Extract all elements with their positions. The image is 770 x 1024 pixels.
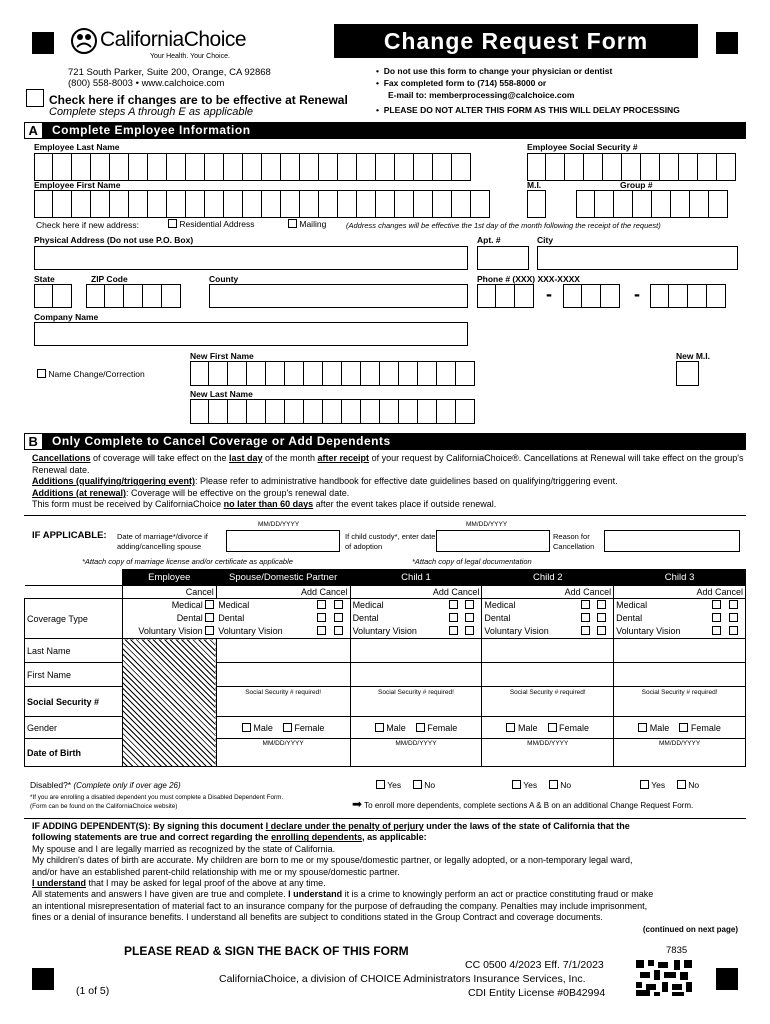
form-title: Change Request Form [334,24,698,58]
ssn-row: Social Security # Social Security # required! Social Security # required! Social Security # required! Social Security # required! [25,687,746,717]
renewal-note: Complete steps A through E as applicable [49,106,254,118]
division-line: CaliforniaChoice, a division of CHOICE Administrators Insurance Services, Inc. [219,973,586,985]
child1-gender[interactable]: Male Female [350,717,482,739]
address-line: 721 South Parker, Suite 200, Orange, CA 92868 [68,67,271,78]
child2-disabled[interactable]: Yes No [512,780,571,790]
col-child3: Child 3 [614,570,746,586]
new-last-name-field[interactable] [190,399,475,424]
registration-mark-bottom-left [32,968,54,990]
employee-coverage[interactable]: Medical Dental Voluntary Vision [122,599,216,639]
child1-coverage[interactable]: Medical Dental Voluntary Vision [350,599,482,639]
child1-disabled[interactable]: Yes No [376,780,435,790]
first-name-row: First Name [25,663,746,687]
name-change-checkbox[interactable] [37,369,46,378]
additions-qualifying-rule: Additions (qualifying/triggering event): Please refer to administrative handbook for effective date guidelines based on qualifying/triggering event. [32,476,618,487]
company-name-label: Company Name [34,312,99,322]
custody-date-format: MM/DD/YYYY [466,521,508,528]
county-label: County [209,274,239,284]
coverage-table-header [25,570,746,586]
last-name-row: Last Name [25,639,746,663]
phone-prefix-field[interactable] [563,284,620,308]
col-child2: Child 2 [482,570,614,586]
employee-first-name-label: Employee First Name [34,180,121,190]
company-name-field[interactable] [34,322,468,346]
employee-ssn-field[interactable] [527,153,736,181]
reason-field[interactable] [604,530,740,552]
marriage-date-field[interactable] [226,530,340,552]
employee-last-name-label: Employee Last Name [34,142,120,152]
gender-row: Gender Male Female Male Female Male Female Male Female [25,717,746,739]
zip-field[interactable] [86,284,181,308]
enroll-more-note: ➡ To enroll more dependents, complete sections A & B on an additional Change Request Form. [352,797,694,811]
bullet-email: E-mail to: memberprocessing@calchoice.com [388,90,575,100]
child2-gender[interactable]: Male Female [482,717,614,739]
phone-dash-1: - [546,284,552,304]
section-b-header [24,433,746,450]
page-number: (1 of 5) [76,985,110,997]
registration-mark-top-right [716,32,738,54]
cancellations-rule: Cancellations of coverage will take effect on the last day of the month after receipt of your request by CaliforniaChoice®. Cancellations at Renewal will take effect on the group's Renewal date. [32,453,744,475]
cancel-add-row: Cancel Add Cancel Add Cancel Add Cancel Add Cancel [25,586,746,599]
renewal-checkbox[interactable] [26,89,44,107]
child2-ssn-field[interactable]: Social Security # required! [482,687,614,717]
declaration-line-5: and/or have an established parent-child relationship with me or my spouse/domestic partner. [32,866,400,877]
continued-note: (continued on next page) [642,924,738,934]
new-address-label: Check here if new address: [36,220,139,230]
phone-dash-2: - [634,284,640,304]
if-applicable-label: IF APPLICABLE: [32,530,107,541]
child3-dob-field[interactable]: MM/DD/YYYY [614,739,746,767]
child1-last-name-field[interactable] [350,639,482,663]
spouse-gender[interactable]: Male Female [216,717,350,739]
name-change-option[interactable]: Name Change/Correction [37,369,145,379]
marriage-date-label: Date of marriage*/divorce if adding/cancelling spouse [117,532,208,551]
mi-field[interactable] [527,190,546,218]
arrow-right-icon: ➡ [352,797,363,811]
child2-first-name-field[interactable] [482,663,614,687]
phone-label: Phone # (XXX) XXX-XXXX [477,274,580,284]
apt-label: Apt. # [477,235,501,245]
child3-last-name-field[interactable] [614,639,746,663]
declaration-line-9: fines or a denial of insurance benefits. I understand all benefits are subject to conditions stated in the Group Contract and coverage documents. [32,912,603,923]
section-a-letter: A [24,122,43,139]
coverage-table [24,569,746,767]
attach-legal-note: *Attach copy of legal documentation [412,557,532,566]
declaration-line-3: My spouse and I are legally married as recognized by the state of California. [32,843,336,854]
employee-hatched-area [122,639,216,767]
new-first-name-field[interactable] [190,361,475,386]
custody-date-field[interactable] [436,530,550,552]
mi-label: M.I. [527,180,542,190]
phone-area-code-field[interactable] [477,284,534,308]
disabled-footnote-2: (Form can be found on the CaliforniaChoice website) [30,803,178,810]
spouse-ssn-field[interactable]: Social Security # required! [216,687,350,717]
logo-tagline: Your Health. Your Choice. [150,53,230,60]
disabled-footnote-1: *If you are enrolling a disabled dependent you must complete a Disabled Dependent Form. [30,794,284,801]
section-b-rules [32,453,744,511]
spouse-coverage[interactable]: Medical Dental Voluntary Vision [216,599,350,639]
barcode-icon [636,960,692,996]
renewal-check-label: Check here if changes are to be effective at Renewal [49,93,348,107]
new-mi-label: New M.I. [676,351,711,361]
reason-label: Reason for Cancellation [553,532,595,551]
physical-address-field[interactable] [34,246,468,270]
logo-mark-icon [70,26,98,56]
mailing-option[interactable]: Mailing [288,219,326,229]
declaration-line-2: following statements are true and correct regarding the enrolling dependents, as applicable: [32,832,427,843]
dob-row: Date of Birth MM/DD/YYYY MM/DD/YYYY MM/DD/YYYY MM/DD/YYYY [25,739,746,767]
residential-checkbox[interactable] [168,219,177,228]
group-field[interactable] [576,190,728,218]
declaration-line-4: My children's dates of birth are accurate. My children are born to me or my spouse/domestic partner, or legally adopted, or a non-temporary legal ward, [32,855,633,866]
section-b-letter: B [24,433,43,450]
logo-text: CaliforniaChoice [100,28,247,51]
new-first-name-label: New First Name [190,351,254,361]
new-last-name-label: New Last Name [190,389,253,399]
state-label: State [34,274,55,284]
col-employee: Employee [122,570,216,586]
bullet-do-not-alter: • PLEASE DO NOT ALTER THIS FORM AS THIS WILL DELAY PROCESSING [376,105,680,115]
coverage-type-row: Coverage Type Medical Dental Voluntary Vision Medical Dental Voluntary Vision Medical Dental Voluntary Vision Medical Dental Voluntary Vision Medical Dental Voluntary Vision [25,599,746,639]
child3-gender[interactable]: Male Female [614,717,746,739]
disabled-label: Disabled?* (Complete only if over age 26) [30,780,181,790]
child3-disabled[interactable]: Yes No [640,780,699,790]
attach-marriage-note: *Attach copy of marriage license and/or certificate as applicable [82,557,293,566]
child2-dob-field[interactable]: MM/DD/YYYY [482,739,614,767]
spouse-dob-field[interactable]: MM/DD/YYYY [216,739,350,767]
contact-line: (800) 558-8003 • www.calchoice.com [68,78,225,89]
child1-ssn-field[interactable]: Social Security # required! [350,687,482,717]
child3-coverage[interactable]: Medical Dental Voluntary Vision [614,599,746,639]
marriage-date-format: MM/DD/YYYY [258,521,300,528]
registration-mark-top-left [32,32,54,54]
deadline-rule: This form must be received by CaliforniaChoice no later than 60 days after the event takes place if outside renewal. [32,499,497,510]
bullet-no-physician: • Do not use this form to change your physician or dentist [376,66,613,76]
license-line: CDI Entity License #0B42994 [468,987,606,999]
read-sign-notice: PLEASE READ & SIGN THE BACK OF THIS FORM [124,944,409,958]
city-field[interactable] [537,246,738,270]
section-a-header [24,122,746,139]
zip-label: ZIP Code [91,274,128,284]
declaration-line-7: All statements and answers I have given are true and complete. I understand it is a crime to knowingly perform an act or practice constituting fraud or make [32,889,654,900]
registration-mark-bottom-right [716,968,738,990]
bullet-fax: • Fax completed form to (714) 558-8000 or [376,78,547,88]
spouse-first-name-field[interactable] [216,663,350,687]
address-change-note: (Address changes will be effective the 1st day of the month following the receipt of the request) [346,221,661,230]
phone-line-field[interactable] [650,284,726,308]
col-spouse: Spouse/Domestic Partner [216,570,350,586]
custody-date-label: If child custody*, enter date of adoption [345,532,436,551]
child2-coverage[interactable]: Medical Dental Voluntary Vision [482,599,614,639]
child3-ssn-field[interactable]: Social Security # required! [614,687,746,717]
section-b-rule-line [24,515,746,516]
physical-address-label: Physical Address (Do not use P.O. Box) [34,235,194,245]
apt-field[interactable] [477,246,529,270]
footer-code: 7835 [666,945,688,956]
additions-renewal-rule: Additions (at renewal): Coverage will be effective on the group's renewal date. [32,487,350,498]
logo [70,26,260,66]
residential-option[interactable]: Residential Address [168,219,255,229]
section-a-title: Complete Employee Information [52,123,251,137]
form-id: CC 0500 4/2023 Eff. 7/1/2023 [465,959,604,971]
col-child1: Child 1 [350,570,482,586]
perjury-declaration [24,818,746,942]
county-field[interactable] [209,284,468,308]
child3-first-name-field[interactable] [614,663,746,687]
employee-last-name-field[interactable] [34,153,471,181]
declaration-line-1: IF ADDING DEPENDENT(S): By signing this document I declare under the penalty of perjury under the laws of the state of California that the [32,821,630,831]
mailing-checkbox[interactable] [288,219,297,228]
declaration-line-8: an intentional misrepresentation of material fact to an insurance company for the purpose of defrauding the company. Penalties may include imprisonment, [32,900,648,911]
child1-first-name-field[interactable] [350,663,482,687]
group-label: Group # [620,180,653,190]
spouse-last-name-field[interactable] [216,639,350,663]
declaration-line-6: I understand that I may be asked for legal proof of the above at any time. [32,878,326,889]
employee-first-name-field[interactable] [34,190,490,218]
section-b-title: Only Complete to Cancel Coverage or Add Dependents [52,434,391,448]
employee-ssn-label: Employee Social Security # [527,142,638,152]
state-field[interactable] [34,284,72,308]
new-mi-field[interactable] [676,361,699,386]
city-label: City [537,235,554,245]
child2-last-name-field[interactable] [482,639,614,663]
child1-dob-field[interactable]: MM/DD/YYYY [350,739,482,767]
